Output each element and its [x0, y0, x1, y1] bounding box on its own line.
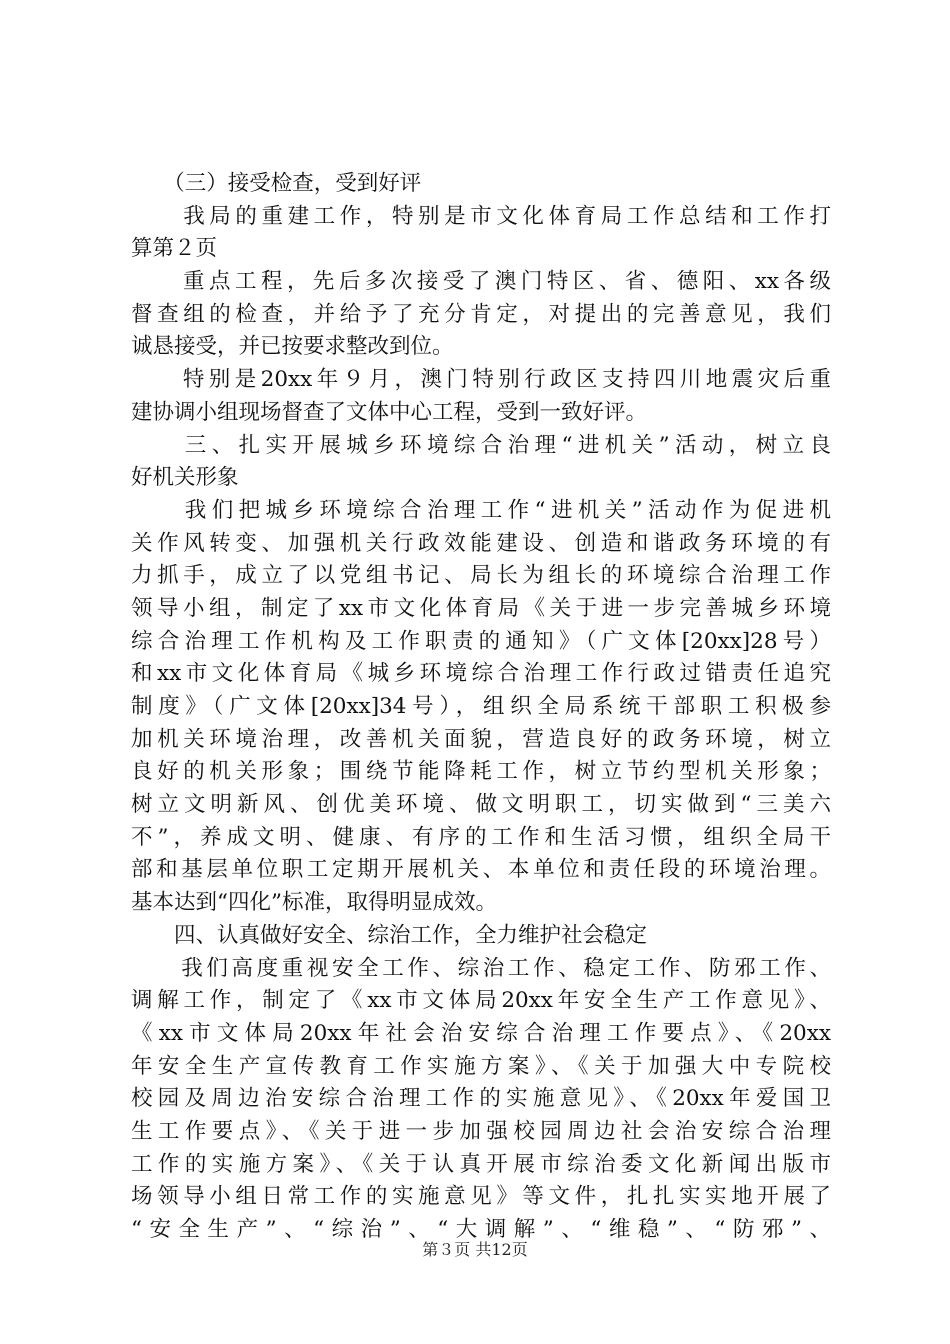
text-line: 我们把城乡环境综合治理工作“进机关”活动作为促进机	[131, 497, 831, 523]
text-line: 校园及周边治安综合治理工作的实施意见》、《20xx年爱国卫	[131, 1086, 831, 1112]
document-body	[131, 168, 831, 1247]
text-line: （三）接受检查，受到好评	[131, 171, 422, 196]
text-line: 和xx市文化体育局《城乡环境综合治理工作行政过错责任追究	[131, 661, 831, 687]
text-line: 诚恳接受，并已按要求整改到位。	[131, 334, 454, 360]
text-line: 三、扎实开展城乡环境综合治理“进机关”活动，树立良	[131, 432, 831, 458]
text-line: 调解工作，制定了《xx市文体局20xx年安全生产工作意见》、	[131, 988, 831, 1014]
text-line: 基本达到“四化”标准，取得明显成效。	[131, 890, 497, 916]
text-line: 领导小组，制定了xx市文化体育局《关于进一步完善城乡环境	[131, 595, 831, 621]
text-line: 关作风转变、加强机关行政效能建设、创造和谐政务环境的有	[131, 530, 831, 556]
text-line: 《xx市文体局20xx年社会治安综合治理工作要点》、《20xx	[131, 1020, 831, 1046]
text-line: 综合治理工作机构及工作职责的通知》（广文体[20xx]28号）	[131, 628, 831, 654]
text-line: 制度》（广文体[20xx]34号），组织全局系统干部职工积极参	[131, 694, 831, 719]
text-line: 场领导小组日常工作的实施意见》等文件，扎扎实实地开展了	[131, 1184, 831, 1210]
page-footer: 第３页 共12页	[422, 1240, 528, 1259]
text-line: 年安全生产宣传教育工作实施方案》、《关于加强大中专院校	[131, 1053, 831, 1079]
text-line: 部和基层单位职工定期开展机关、本单位和责任段的环境治理。	[131, 857, 831, 883]
text-line: 我们高度重视安全工作、综治工作、稳定工作、防邪工作、	[131, 955, 831, 981]
text-line: 重点工程，先后多次接受了澳门特区、省、德阳、xx各级	[131, 269, 831, 295]
text-line: 四、认真做好安全、综治工作，全力维护社会稳定	[131, 922, 648, 948]
text-line: 不”，养成文明、健康、有序的工作和生活习惯，组织全局干	[131, 824, 831, 850]
text-line: 加机关环境治理，改善机关面貌，营造良好的政务环境，树立	[131, 726, 831, 752]
text-line: 树立文明新风、创优美环境、做文明职工，切实做到“三美六	[131, 792, 831, 818]
text-line: 建协调小组现场督查了文体中心工程，受到一致好评。	[131, 399, 648, 425]
text-line: 良好的机关形象；围绕节能降耗工作，树立节约型机关形象；	[131, 759, 831, 785]
text-line: “安全生产”、“综治”、“大调解”、“维稳”、“防邪”、	[131, 1217, 831, 1242]
text-line: 力抓手，成立了以党组书记、局长为组长的环境综合治理工作	[131, 563, 831, 589]
text-line: 算第２页	[131, 236, 218, 262]
text-line: 督查组的检查，并给予了充分肯定，对提出的完善意见，我们	[131, 301, 831, 327]
text-line: 好机关形象	[131, 465, 239, 491]
text-line: 工作的实施方案》、《关于认真开展市综治委文化新闻出版市	[131, 1151, 831, 1177]
text-line: 特别是20xx年９月，澳门特别行政区支持四川地震灾后重	[131, 367, 831, 393]
text-line: 生工作要点》、《关于进一步加强校园周边社会治安综合治理	[131, 1118, 831, 1144]
text-line: 我局的重建工作，特别是市文化体育局工作总结和工作打	[131, 203, 831, 229]
